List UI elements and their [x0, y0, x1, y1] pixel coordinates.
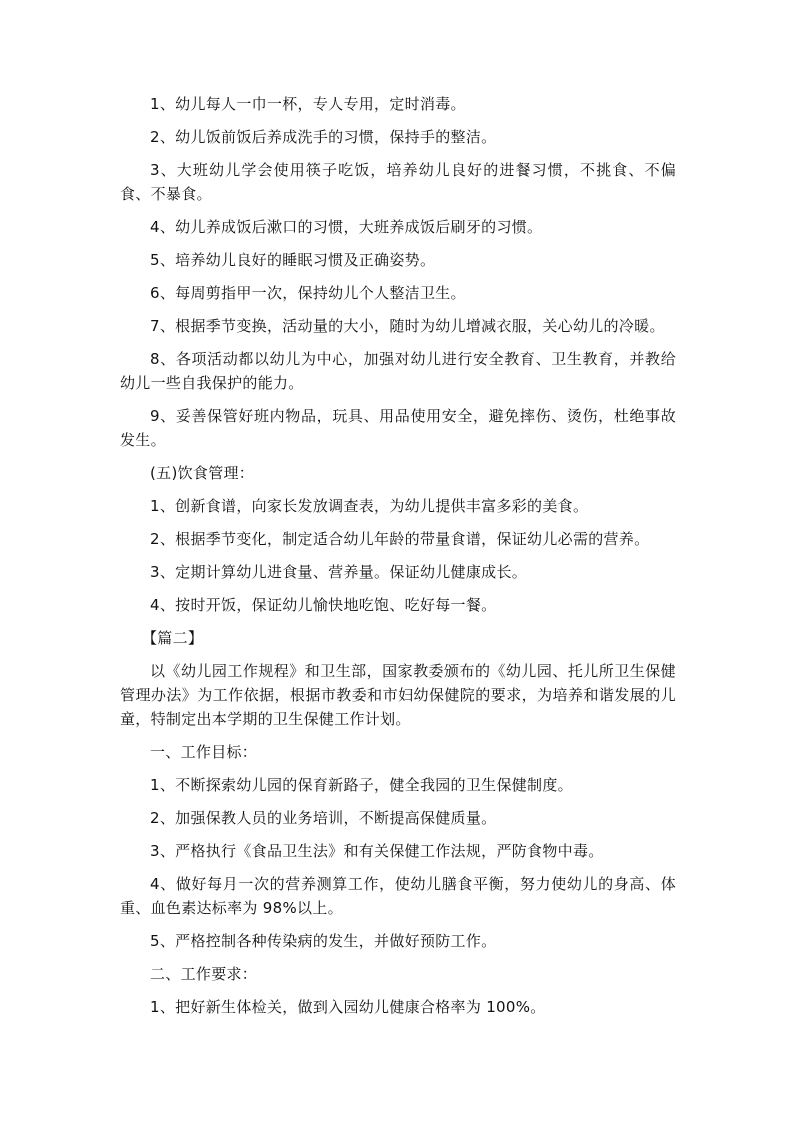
paragraph-hygiene-2: 2、幼儿饭前饭后养成洗手的习惯，保持手的整洁。: [150, 128, 497, 146]
document-page: [120, 92, 676, 1028]
section-heading-diet: (五)饮食管理：: [150, 464, 255, 482]
paragraph-diet-4: 4、按时开饭，保证幼儿愉快地吃饱、吃好每一餐。: [150, 596, 497, 614]
paragraph-goal-4: 4、做好每月一次的营养测算工作，使幼儿膳食平衡，努力使幼儿的身高、体重、血色素达标率为 98%以上。: [120, 875, 676, 917]
paragraph-diet-3: 3、定期计算幼儿进食量、营养量。保证幼儿健康成长。: [150, 563, 528, 581]
paragraph-hygiene-5: 5、培养幼儿良好的睡眠习惯及正确姿势。: [150, 251, 436, 269]
part-two-heading: 【篇二】: [142, 629, 204, 647]
paragraph-goal-2: 2、加强保教人员的业务培训，不断提高保健质量。: [150, 809, 497, 827]
paragraph-goal-5: 5、严格控制各种传染病的发生，并做好预防工作。: [150, 932, 497, 950]
section-heading-requirements: 二、工作要求：: [150, 965, 258, 983]
paragraph-hygiene-7: 7、根据季节变换，活动量的大小，随时为幼儿增减衣服，关心幼儿的冷暖。: [150, 317, 665, 335]
section-heading-goals: 一、工作目标：: [150, 743, 258, 761]
paragraph-diet-1: 1、创新食谱，向家长发放调查表，为幼儿提供丰富多彩的美食。: [150, 497, 589, 515]
paragraph-requirement-1: 1、把好新生体检关，做到入园幼儿健康合格率为 100%。: [150, 998, 546, 1016]
paragraph-diet-2: 2、根据季节变化，制定适合幼儿年龄的带量食谱，保证幼儿必需的营养。: [150, 530, 650, 548]
paragraph-hygiene-8: 8、各项活动都以幼儿为中心，加强对幼儿进行安全教育、卫生教育，并教给幼儿一些自我保护的能力。: [120, 350, 676, 392]
paragraph-intro: 以《幼儿园工作规程》和卫生部，国家教委颁布的《幼儿园、托儿所卫生保健管理办法》为工作依据，根据市教委和市妇幼保健院的要求，为培养和谐发展的儿童，特制定出本学期的卫生保健工作计划。: [120, 662, 676, 728]
paragraph-hygiene-6: 6、每周剪指甲一次，保持幼儿个人整洁卫生。: [150, 284, 466, 302]
paragraph-goal-3: 3、严格执行《食品卫生法》和有关保健工作法规，严防食物中毒。: [150, 842, 604, 860]
paragraph-hygiene-9: 9、妥善保管好班内物品，玩具、用品使用安全，避免摔伤、烫伤，杜绝事故发生。: [120, 407, 676, 449]
paragraph-hygiene-3: 3、大班幼儿学会使用筷子吃饭，培养幼儿良好的进餐习惯，不挑食、不偏食、不暴食。: [120, 161, 676, 203]
paragraph-goal-1: 1、不断探索幼儿园的保育新路子，健全我园的卫生保健制度。: [150, 776, 573, 794]
paragraph-hygiene-4: 4、幼儿养成饭后漱口的习惯，大班养成饭后刷牙的习惯。: [150, 218, 543, 236]
paragraph-hygiene-1: 1、幼儿每人一巾一杯，专人专用，定时消毒。: [150, 95, 466, 113]
